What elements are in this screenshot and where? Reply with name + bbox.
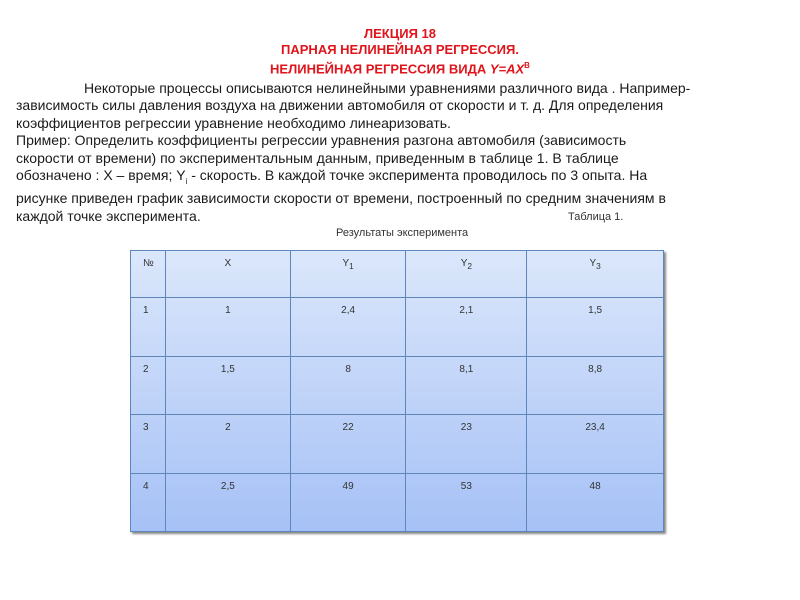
table-row <box>131 473 664 531</box>
table-title: Результаты эксперимента <box>336 227 469 239</box>
header-cell: № <box>131 251 166 298</box>
body-line: каждой точке эксперимента. <box>16 207 201 224</box>
table-cell: 1,5 <box>527 298 664 356</box>
table-cell: 2,1 <box>406 298 527 356</box>
table-cell: 3 <box>131 415 166 473</box>
title-line-3-text: НЕЛИНЕЙНАЯ РЕГРЕССИЯ ВИДА <box>270 61 490 77</box>
table-cell: 23 <box>406 415 527 473</box>
header-text: Y <box>342 258 350 269</box>
header-subscript: 3 <box>596 261 601 271</box>
table-row <box>131 356 664 414</box>
body-line: коэффициентов регрессии уравнение необходимо линеаризовать. <box>16 114 451 131</box>
body-line: Некоторые процессы описываются нелинейными уравнениями различного вида . Например- <box>84 80 691 96</box>
lecture-title <box>0 26 800 77</box>
header-text: Y <box>589 258 597 269</box>
header-text: Y <box>460 258 468 269</box>
table-row <box>131 298 664 356</box>
table-cell: 48 <box>527 473 664 531</box>
table-cell: 49 <box>290 473 406 531</box>
title-line-2: ПАРНАЯ НЕЛИНЕЙНАЯ РЕГРЕССИЯ. <box>281 42 519 57</box>
header-cell <box>527 251 664 298</box>
table-caption: Таблица 1. <box>568 211 624 223</box>
table-cell: 8,1 <box>406 356 527 414</box>
body-line: рисунке приведен график зависимости скорости от времени, построенный по средним значениям в <box>16 190 666 207</box>
table-cell: 2,4 <box>290 298 406 356</box>
formula: Y=AX <box>489 61 525 77</box>
table-cell: 1 <box>131 298 166 356</box>
body-line <box>16 167 796 190</box>
body-line: Пример: Определить коэффициенты регрессии уравнения разгона автомобиля (зависимость <box>16 132 627 149</box>
subscript: i <box>185 176 188 186</box>
header-cell <box>290 251 406 298</box>
body-line-part: обозначено : X – время; Y <box>16 167 186 184</box>
table-row <box>131 415 664 473</box>
body-line: зависимость силы давления воздуха на движении автомобиля от скорости и т. д. Для определения <box>16 97 664 114</box>
table-cell: 8,8 <box>527 356 664 414</box>
table-header-row <box>131 251 664 298</box>
table-cell: 1,5 <box>165 356 290 414</box>
header-subscript: 2 <box>467 261 473 271</box>
title-line-3 <box>0 58 800 77</box>
table-cell: 22 <box>290 415 406 473</box>
table-cell: 23,4 <box>527 415 664 473</box>
table-cell: 8 <box>290 356 406 414</box>
body-text <box>16 80 796 225</box>
table-cell: 4 <box>131 473 166 531</box>
header-cell <box>406 251 527 298</box>
table-cell: 1 <box>165 298 290 356</box>
table-cell: 2,5 <box>165 473 290 531</box>
title-line-1: ЛЕКЦИЯ 18 <box>364 26 436 41</box>
table-cell: 53 <box>406 473 527 531</box>
body-line: скорости от времени) по экспериментальным данным, приведенным в таблице 1. В таблице <box>16 149 619 166</box>
results-table <box>130 250 664 532</box>
header-cell: X <box>165 251 290 298</box>
body-line-part: - скорость. В каждой точке эксперимента проводилось по 3 опыта. На <box>187 167 648 184</box>
table-cell: 2 <box>165 415 290 473</box>
formula-exponent: B <box>524 61 530 70</box>
table-cell: 2 <box>131 356 166 414</box>
header-subscript: 1 <box>349 261 354 271</box>
